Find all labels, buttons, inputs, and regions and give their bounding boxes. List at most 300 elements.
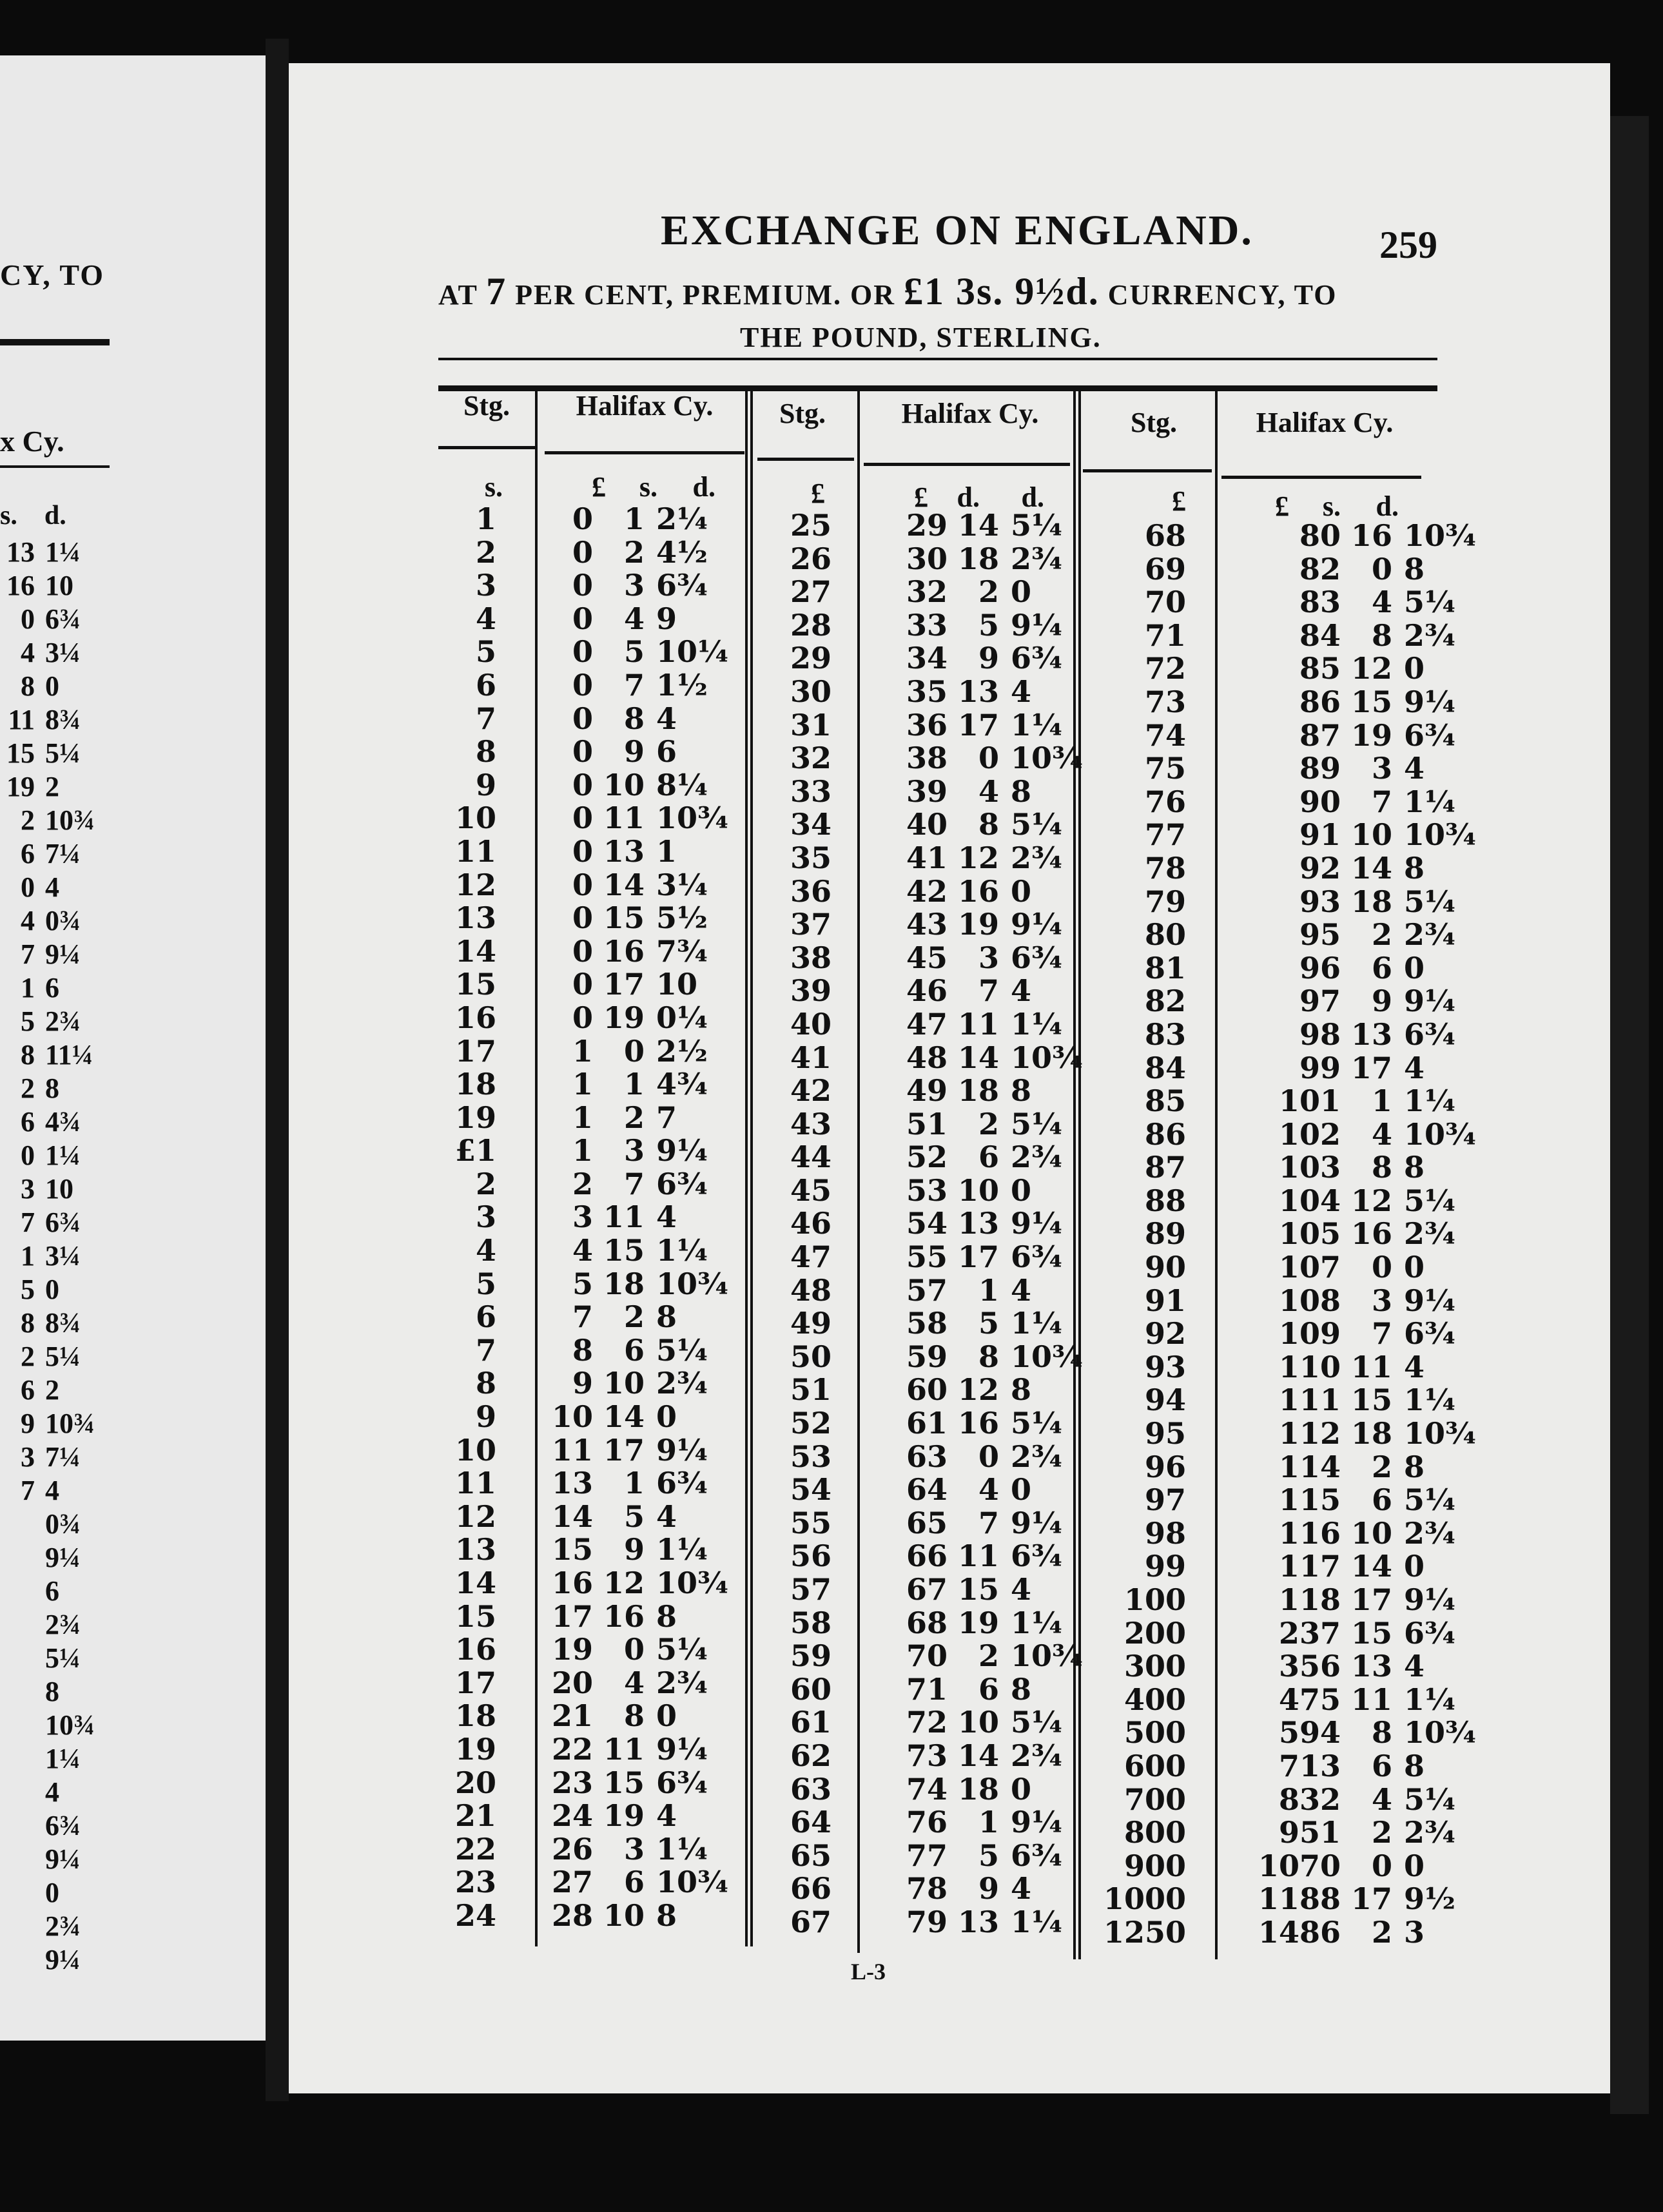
facing-page-row (0, 1407, 116, 1441)
table-row (741, 1373, 1082, 1407)
subtitle-line2: THE POUND, STERLING. (740, 322, 1102, 353)
stg-value: 700 (1123, 1781, 1186, 1817)
stg-value: 21 (454, 1798, 496, 1834)
facing-pence-value: 2 (45, 1374, 59, 1406)
stg-value: 78 (1144, 850, 1186, 886)
page-title: EXCHANGE ON ENGLAND. (661, 207, 1254, 254)
stg-value: 2 (475, 1166, 496, 1201)
stg-value: 49 (790, 1306, 831, 1341)
pence-value: 9½ (1404, 1881, 1455, 1917)
stg-value: 96 (1144, 1449, 1186, 1484)
shillings-value: 2 (978, 574, 999, 610)
pence-value: 10¾ (1011, 1638, 1083, 1674)
subtitle-post: CURRENCY, TO (1099, 279, 1337, 311)
pence-value: 10¾ (1011, 741, 1083, 776)
facing-pence-value: 3¼ (45, 1240, 81, 1272)
col1-units (567, 471, 748, 503)
pence-value: 1¼ (1011, 707, 1062, 742)
pounds-value: 32 (906, 574, 948, 610)
table-row (1089, 1550, 1475, 1584)
shillings-value: 7 (1371, 1316, 1392, 1352)
shillings-value: 15 (603, 1765, 645, 1800)
table-row (741, 1207, 1082, 1241)
col1-unit-s: s. (639, 471, 657, 503)
pounds-value: 89 (1299, 751, 1341, 786)
shillings-value: 14 (1350, 1549, 1392, 1584)
shillings-value: 5 (978, 1306, 999, 1341)
pounds-value: 58 (906, 1306, 948, 1341)
table-row (425, 1334, 727, 1368)
pounds-value: 0 (572, 601, 593, 636)
table-row (425, 1533, 727, 1567)
pounds-value: 51 (906, 1106, 948, 1141)
facing-shillings-value: 9 (21, 1408, 35, 1439)
pounds-value: 61 (906, 1406, 948, 1441)
shillings-value: 6 (978, 1140, 999, 1175)
table-row (741, 875, 1082, 909)
facing-pence-value: 4 (45, 1776, 59, 1808)
pence-value: 0 (1011, 574, 1032, 610)
facing-shillings-value: 2 (21, 1072, 35, 1104)
subtitle-mid: PER CENT, PREMIUM. OR (507, 279, 904, 311)
pounds-value: 68 (906, 1605, 948, 1640)
shillings-value: 10 (603, 767, 645, 802)
stg-value: 98 (1144, 1515, 1186, 1551)
col2-unit-d: d. (1021, 481, 1044, 513)
pence-value: 6¾ (1404, 717, 1455, 753)
shillings-value: 15 (1350, 1615, 1392, 1651)
pence-value: 9¼ (1011, 607, 1062, 643)
col1-halifax-rule (545, 451, 744, 454)
pounds-value: 1070 (1258, 1848, 1341, 1883)
shillings-value: 6 (623, 1865, 645, 1900)
stg-value: 18 (454, 1067, 496, 1102)
pence-value: 6¾ (1011, 1838, 1062, 1873)
facing-page-heading: CY, TO (0, 258, 105, 291)
pence-value: 3 (1404, 1914, 1425, 1950)
shillings-value: 3 (623, 568, 645, 603)
col2-unit-l: £ (914, 481, 928, 513)
shillings-value: 10 (1350, 817, 1392, 853)
shillings-value: 2 (623, 534, 645, 570)
shillings-value: 16 (957, 873, 999, 909)
pence-value: 6¾ (1011, 940, 1062, 975)
shillings-value: 2 (623, 1299, 645, 1335)
table-row (741, 975, 1082, 1008)
stg-value: 4 (475, 601, 496, 636)
shillings-value: 18 (1350, 884, 1392, 919)
table-row (425, 1833, 727, 1867)
pounds-value: 97 (1299, 984, 1341, 1019)
shillings-value: 13 (1350, 1016, 1392, 1052)
stg-value: 16 (454, 1632, 496, 1667)
stg-value: 17 (454, 1033, 496, 1069)
pounds-value: 104 (1278, 1183, 1341, 1218)
pounds-value: 83 (1299, 585, 1341, 620)
pounds-value: 101 (1278, 1083, 1341, 1119)
stg-value: 5 (475, 1266, 496, 1301)
pence-value: 6¾ (656, 1765, 708, 1800)
shillings-value: 18 (957, 541, 999, 576)
pounds-value: 17 (551, 1598, 593, 1634)
pence-value: 3¼ (656, 867, 708, 902)
facing-pence-value: 4 (45, 1475, 59, 1506)
pence-value: 10¾ (1404, 817, 1476, 853)
col2-stg-rule (757, 458, 854, 461)
table-row (741, 1573, 1082, 1607)
facing-page-row (0, 1776, 116, 1809)
shillings-value: 18 (603, 1266, 645, 1301)
stg-value: 8 (475, 1366, 496, 1401)
stg-value: 19 (454, 1731, 496, 1767)
facing-pence-value: 0¾ (45, 905, 81, 936)
facing-page-row (0, 1474, 116, 1508)
pence-value: 5¼ (656, 1332, 708, 1368)
shillings-value: 8 (1371, 1715, 1392, 1751)
facing-page-row (0, 1910, 116, 1943)
table-row (741, 1441, 1082, 1474)
shillings-value: 15 (603, 900, 645, 936)
facing-pence-value: 8¾ (45, 704, 81, 735)
table-row (741, 1839, 1082, 1873)
facing-unit-d: d. (44, 501, 66, 530)
stg-value: 46 (790, 1206, 831, 1241)
table-row (1089, 1384, 1475, 1417)
pounds-value: 116 (1278, 1515, 1341, 1551)
facing-page-row (0, 1306, 116, 1340)
pounds-value: 41 (906, 840, 948, 875)
shillings-value: 6 (1371, 950, 1392, 985)
table-row (1089, 1251, 1475, 1285)
stg-value: 74 (1144, 717, 1186, 753)
stg-value: 10 (454, 800, 496, 836)
pence-value: 8 (1404, 1748, 1425, 1783)
facing-shillings-value: 2 (21, 804, 35, 836)
stg-value: 3 (475, 1199, 496, 1235)
facing-page-row (0, 1172, 116, 1206)
shillings-value: 13 (1350, 1649, 1392, 1684)
table-row (1089, 1218, 1475, 1251)
shillings-value: 12 (957, 1372, 999, 1408)
shillings-value: 0 (1371, 1250, 1392, 1285)
facing-page-row (0, 1742, 116, 1776)
table-row (1089, 1351, 1475, 1384)
pence-value: 10¼ (656, 634, 728, 670)
table-row (1089, 1584, 1475, 1617)
table-row (1089, 1285, 1475, 1318)
shillings-value: 17 (957, 707, 999, 742)
pence-value: 5¼ (1011, 807, 1062, 842)
facing-page-row (0, 1809, 116, 1843)
stg-value: 36 (790, 873, 831, 909)
pounds-value: 22 (551, 1731, 593, 1767)
pounds-value: 45 (906, 940, 948, 975)
pounds-value: 19 (551, 1632, 593, 1667)
table-row (1089, 1916, 1475, 1950)
pounds-value: 95 (1299, 917, 1341, 953)
shillings-value: 10 (957, 1172, 999, 1208)
pence-value: 9¼ (1404, 984, 1455, 1019)
pounds-value: 70 (906, 1638, 948, 1674)
pence-value: 5¼ (1011, 508, 1062, 543)
pence-value: 1 (656, 833, 677, 869)
col2-stg-header: Stg. (779, 398, 826, 429)
table-row (425, 935, 727, 969)
shillings-value: 7 (978, 973, 999, 1009)
pounds-value: 110 (1278, 1349, 1341, 1384)
shillings-value: 11 (603, 1731, 645, 1767)
shillings-value: 18 (1350, 1416, 1392, 1451)
table-row (425, 1899, 727, 1933)
stg-value: 14 (454, 933, 496, 969)
facing-shillings-value: 7 (21, 938, 35, 970)
pounds-value: 16 (551, 1566, 593, 1600)
pounds-value: 20 (551, 1665, 593, 1700)
table-row (425, 1035, 727, 1069)
pounds-value: 0 (572, 734, 593, 770)
stg-value: 25 (790, 508, 831, 543)
shillings-value: 9 (1371, 984, 1392, 1019)
table-row (741, 1274, 1082, 1308)
pounds-value: 71 (906, 1671, 948, 1707)
pounds-value: 8 (572, 1332, 593, 1368)
facing-page-rule (0, 339, 110, 345)
facing-shillings-value: 3 (21, 1441, 35, 1473)
shillings-value: 0 (978, 1439, 999, 1474)
table-row (741, 1740, 1082, 1773)
shillings-value: 3 (978, 940, 999, 975)
facing-shillings-value: 7 (21, 1207, 35, 1238)
col1-unit-d: d. (692, 471, 715, 503)
shillings-value: 19 (603, 1000, 645, 1035)
table-row (1089, 886, 1475, 919)
pounds-value: 63 (906, 1439, 948, 1474)
stg-value: 94 (1144, 1382, 1186, 1418)
pence-value: 9¼ (1011, 1206, 1062, 1241)
pence-value: 0 (1404, 1250, 1425, 1285)
pounds-value: 49 (906, 1073, 948, 1109)
pence-value: 10¾ (656, 800, 728, 836)
pounds-value: 1 (572, 1067, 593, 1102)
facing-pence-value: 9¼ (45, 1542, 81, 1573)
facing-page-row (0, 536, 116, 569)
pence-value: 10¾ (656, 1266, 728, 1301)
pence-value: 5¼ (1404, 585, 1455, 620)
table-row (741, 1872, 1082, 1906)
shillings-value: 11 (957, 1006, 999, 1042)
shillings-value: 4 (978, 1472, 999, 1508)
pounds-value: 64 (906, 1472, 948, 1508)
shillings-value: 16 (1350, 1216, 1392, 1252)
pence-value: 5¼ (1404, 1781, 1455, 1817)
facing-page-row (0, 1005, 116, 1038)
stg-value: 66 (790, 1871, 831, 1906)
shillings-value: 6 (978, 1671, 999, 1707)
table-row (741, 1407, 1082, 1441)
pence-value: 2¾ (1011, 1439, 1062, 1474)
facing-pence-value: 7¼ (45, 1441, 81, 1473)
table-row (1089, 985, 1475, 1018)
pence-value: 6¾ (1011, 641, 1062, 676)
stg-value: 91 (1144, 1283, 1186, 1318)
pence-value: 5¼ (656, 1632, 708, 1667)
pounds-value: 0 (572, 867, 593, 902)
shillings-value: 10 (603, 1366, 645, 1401)
facing-pence-value: 0 (45, 1877, 59, 1908)
table-row (425, 1234, 727, 1268)
col1-halifax-header: Halifax Cy. (576, 390, 714, 422)
table-row (1089, 1783, 1475, 1817)
shillings-value: 13 (957, 1206, 999, 1241)
stg-value: 55 (790, 1505, 831, 1540)
pounds-value: 34 (906, 641, 948, 676)
stg-value: 53 (790, 1439, 831, 1474)
shillings-value: 17 (1350, 1582, 1392, 1617)
col3-stg-rule (1083, 469, 1212, 472)
pounds-value: 3 (572, 1199, 593, 1235)
col1-stg-rule (438, 446, 535, 449)
stg-value: 71 (1144, 617, 1186, 653)
facing-page-row (0, 1340, 116, 1373)
subtitle-amount: £1 3s. 9½d. (904, 270, 1100, 313)
facing-shillings-value: 11 (8, 704, 35, 735)
shillings-value: 2 (1371, 1815, 1392, 1850)
pence-value: 2¾ (1404, 917, 1455, 953)
pence-value: 10¾ (1011, 1339, 1083, 1374)
stg-value: 17 (454, 1665, 496, 1700)
table-row (1089, 1750, 1475, 1783)
pence-value: 4 (656, 1798, 677, 1834)
stg-value: 2 (475, 534, 496, 570)
facing-pence-value: 10¾ (45, 804, 95, 836)
table-row (1089, 952, 1475, 985)
pence-value: 9¼ (1011, 1805, 1062, 1840)
facing-page-row (0, 1273, 116, 1306)
shillings-value: 0 (1371, 551, 1392, 587)
stg-value: 300 (1123, 1649, 1186, 1684)
pounds-value: 11 (551, 1432, 593, 1468)
table-row (1089, 586, 1475, 619)
shillings-value: 17 (603, 967, 645, 1002)
stg-value: 22 (454, 1831, 496, 1867)
subtitle-line1 (438, 269, 1337, 314)
shillings-value: 11 (1350, 1682, 1392, 1717)
stg-value: 92 (1144, 1316, 1186, 1352)
facing-pence-value: 5¼ (45, 1642, 81, 1674)
facing-shillings-value: 0 (21, 871, 35, 903)
table-row (1089, 1185, 1475, 1218)
table-row (741, 942, 1082, 975)
facing-pence-value: 6¾ (45, 603, 81, 635)
table-row (741, 576, 1082, 609)
table-row (741, 1042, 1082, 1075)
shillings-value: 8 (623, 701, 645, 736)
shillings-value: 0 (978, 741, 999, 776)
shillings-value: 8 (1371, 1150, 1392, 1185)
table-row (425, 1700, 727, 1733)
table-row (741, 1108, 1082, 1141)
table-row (741, 1174, 1082, 1208)
facing-pence-value: 8¾ (45, 1307, 81, 1339)
table-row (425, 1567, 727, 1600)
facing-page-units (0, 500, 66, 531)
table-row (1089, 752, 1475, 786)
table-row (741, 1806, 1082, 1839)
table-row (425, 1301, 727, 1334)
table-row (425, 1367, 727, 1401)
pounds-value: 73 (906, 1738, 948, 1773)
pounds-value: 7 (572, 1299, 593, 1335)
stg-value: 9 (475, 1399, 496, 1435)
pence-value: 5¼ (1404, 1482, 1455, 1518)
table-section-1 (425, 503, 727, 1933)
shillings-value: 4 (623, 1665, 645, 1700)
facing-shillings-value: 4 (21, 637, 35, 668)
pence-value: 8 (1011, 1671, 1032, 1707)
facing-shillings-value: 8 (21, 1307, 35, 1339)
pence-value: 0 (1404, 950, 1425, 985)
stg-value: 39 (790, 973, 831, 1009)
table-row (425, 1134, 727, 1168)
shillings-value: 11 (603, 800, 645, 836)
pence-value: 2¾ (1011, 541, 1062, 576)
shillings-value: 2 (1371, 1449, 1392, 1484)
shillings-value: 5 (623, 634, 645, 670)
shillings-value: 16 (603, 1598, 645, 1634)
pounds-value: 105 (1278, 1216, 1341, 1252)
stg-value: 95 (1144, 1416, 1186, 1451)
pence-value: 10 (656, 967, 698, 1002)
pounds-value: 65 (906, 1505, 948, 1540)
table-row (741, 1241, 1082, 1274)
table-row (425, 1800, 727, 1833)
shillings-value: 9 (978, 641, 999, 676)
facing-shillings-value: 2 (21, 1341, 35, 1372)
table-row (425, 1168, 727, 1201)
stg-value: 7 (475, 701, 496, 736)
table-row (425, 802, 727, 835)
pence-value: 6 (656, 734, 677, 770)
col3-unit-l: £ (1275, 490, 1289, 522)
facing-page-row (0, 1441, 116, 1474)
table-section-3 (1089, 519, 1475, 1950)
pence-value: 10¾ (656, 1865, 728, 1900)
shillings-value: 15 (603, 1233, 645, 1268)
stg-value: 14 (454, 1566, 496, 1600)
pounds-value: 114 (1278, 1449, 1341, 1484)
pounds-value: 96 (1299, 950, 1341, 985)
pounds-value: 28 (551, 1897, 593, 1933)
table-row (425, 1201, 727, 1234)
table-row (1089, 1683, 1475, 1717)
stg-value: 62 (790, 1738, 831, 1773)
stg-value: 13 (454, 900, 496, 936)
facing-page-row (0, 1373, 116, 1407)
stg-value: 29 (790, 641, 831, 676)
table-row (741, 742, 1082, 775)
facing-page-row (0, 737, 116, 770)
stg-value: 32 (790, 741, 831, 776)
pence-value: 0 (656, 1698, 677, 1734)
facing-pence-value: 9¼ (45, 938, 81, 970)
facing-shillings-value: 8 (21, 670, 35, 702)
stg-value: 13 (454, 1532, 496, 1567)
pounds-value: 93 (1299, 884, 1341, 919)
table-row (425, 1068, 727, 1101)
pounds-value: 1486 (1258, 1914, 1341, 1950)
shillings-value: 16 (957, 1406, 999, 1441)
pounds-value: 52 (906, 1140, 948, 1175)
